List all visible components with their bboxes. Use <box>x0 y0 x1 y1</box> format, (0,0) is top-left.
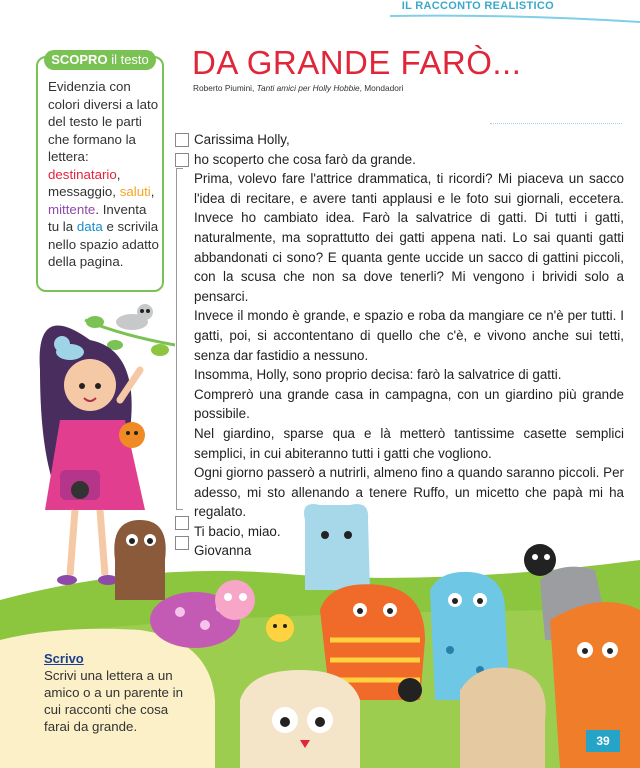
scrivo-label: Scrivo <box>44 651 84 666</box>
source-author: Roberto Piumini, <box>193 83 255 93</box>
cat-beige-icon <box>460 668 546 768</box>
leaf-icon <box>86 316 104 328</box>
source-book: Tanti amici per Holly Hobbie <box>256 83 360 93</box>
cat-black-small-icon <box>398 678 422 702</box>
scopro-tab-bold: SCOPRO <box>51 52 108 67</box>
page-number: 39 <box>586 730 620 752</box>
leaf-icon <box>151 344 169 356</box>
letter-greeting: Carissima Holly, <box>194 132 290 147</box>
letter-signature: Giovanna <box>194 543 252 559</box>
letter-paragraph: Ogni giorno passerò a nutrirli, almeno fino a quando saranno piccoli. Per adesso, mi sto allenando a tenere Ruffo, un micetto che papà mi ha regalato. <box>194 465 624 520</box>
letter-paragraph: Invece il mondo è grande, e spazio e roba da mangiare ce n'è per tutti. I gatti, poi, si accontentano di quello che c'è, e vivono anche sui tetti, senza dar fastidio a nessuno. <box>194 308 624 363</box>
letter-closing: Ti bacio, miao. <box>194 523 281 539</box>
cat-light-blue-icon <box>304 504 370 590</box>
scopro-rest: e scrivila nello spazio adatto della pagina. <box>48 219 159 269</box>
scopro-intro: Evidenzia con colori diversi a lato del testo le parti che formano la lettera: <box>48 79 159 164</box>
cat-black-icon <box>524 544 556 576</box>
scopro-tab-rest: il testo <box>111 52 149 67</box>
label-messaggio: messaggio, <box>48 184 116 199</box>
cat-brown-icon <box>114 520 165 600</box>
cat-cream-front-icon <box>240 670 360 768</box>
letter-paragraph: ho scoperto che cosa farò da grande. <box>194 151 416 167</box>
label-saluti: saluti <box>119 184 151 199</box>
cat-on-branch-icon <box>116 304 153 330</box>
cat-yellow-icon <box>266 614 294 642</box>
page-title: DA GRANDE FARÒ... <box>192 44 522 81</box>
section-label: IL RACCONTO REALISTICO <box>401 0 554 12</box>
scopro-inventa: Inventa tu la <box>48 201 147 234</box>
label-data: data <box>76 219 103 234</box>
comma: , <box>116 166 121 182</box>
period: . <box>95 201 100 217</box>
letter-paragraph: Nel giardino, sparse qua e là metterò tantissime casette semplici semplici, in cui abiteranno tutti i gatti che vogliono. <box>194 425 624 461</box>
label-destinatario: destinatario <box>48 166 117 182</box>
scrivo-text: Scrivi una lettera a un amico o a un parente in cui racconti che cosa farai da grande. <box>44 668 183 734</box>
letter-paragraph: Comprerò una grande casa in campagna, con un giardino più grande possibile. <box>194 386 624 422</box>
comma: , <box>150 184 155 199</box>
source-publisher: , Mondadori <box>359 83 404 93</box>
label-mittente: mittente <box>48 201 96 217</box>
scrivo-activity <box>44 650 194 735</box>
letter-paragraph: Prima, volevo fare l'attrice drammatica, ti ricordi? Mi piaceva un sacco l'idea di recitare, e avere tanti applausi e le foto sui giornali, eccetera. Invece ho cambiato idea. Farò la salvatrice di gatti. Di tutti i gatti, naturalmente, ma soprattutto dei gatti appena nati. Lo sai quanti gatti abbandonati ci sono? E quanta gente uccide un sacco di gattini piccoli, con la scusa che non sa dove tenerli? Mi vengono i brividi solo a pensarci. <box>194 171 624 304</box>
letter-paragraph: Insomma, Holly, sono proprio decisa: farò la salvatrice di gatti. <box>194 367 562 383</box>
